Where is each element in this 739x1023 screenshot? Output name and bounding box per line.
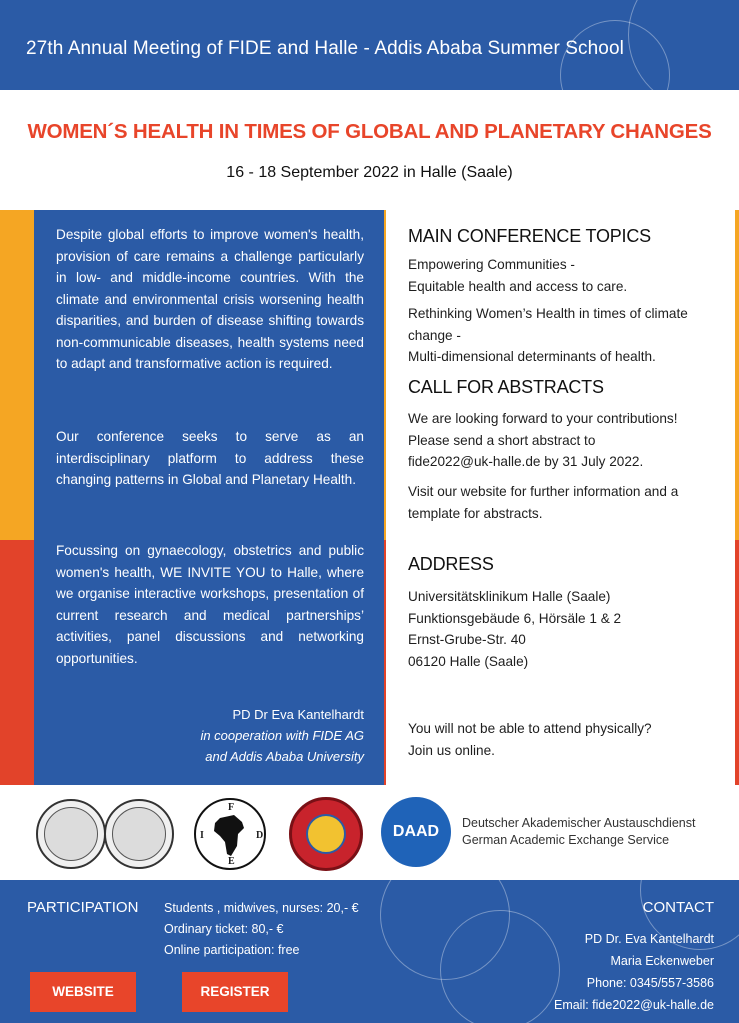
price-item: Ordinary ticket: 80,- €	[164, 922, 284, 936]
abstracts-line: We are looking forward to your contributions!	[408, 411, 678, 426]
divider-gold	[384, 210, 386, 540]
online-note	[408, 718, 728, 761]
edge-gold	[735, 210, 739, 540]
online-question: You will not be able to attend physically?	[408, 721, 652, 736]
header-band	[0, 0, 739, 90]
signature-university: and Addis Ababa University	[205, 749, 364, 764]
contact-heading: CONTACT	[642, 899, 714, 916]
fide-logo	[194, 798, 266, 870]
seal-inner	[44, 807, 98, 861]
website-note: Visit our website for further information and a template for abstracts.	[408, 484, 679, 521]
price-item: Online participation: free	[164, 943, 300, 957]
signature-cooperation: in cooperation with FIDE AG	[200, 728, 364, 743]
topics-heading: MAIN CONFERENCE TOPICS	[408, 226, 651, 246]
accent-stripe-red	[0, 540, 34, 785]
topic-title: Empowering Communities -	[408, 257, 575, 272]
partner-logos	[0, 785, 739, 880]
fide-letter-f: F	[228, 802, 235, 813]
decorative-circle	[440, 910, 560, 1023]
invitation-paragraph: Focussing on gynaecology, obstetrics and public women's health, WE INVITE YOU to Halle, where we organise interactive workshops, presentation of current research and medical partnerships’ activities, panel discussions and networking opportunities.	[56, 543, 364, 666]
address-heading: ADDRESS	[408, 554, 494, 574]
signature-name: PD Dr Eva Kantelhardt	[232, 707, 364, 722]
daad-logo: DAAD	[381, 797, 451, 867]
fide-letter-e: E	[228, 856, 235, 867]
divider-red	[384, 540, 386, 785]
fide-letter-i: I	[200, 830, 204, 841]
conference-title: WOMEN´S HEALTH IN TIMES OF GLOBAL AND PLANETARY CHANGES	[27, 120, 712, 143]
topic-subtitle: Equitable health and access to care.	[408, 278, 628, 294]
website-button[interactable]: WEBSITE	[30, 972, 136, 1012]
contact-person: Maria Eckenweber	[610, 954, 714, 968]
price-item: Students , midwives, nurses: 20,- €	[164, 901, 359, 915]
daad-name-german: Deutscher Akademischer Austauschdienst	[462, 816, 696, 830]
abstracts-call	[408, 408, 728, 473]
fide-letter-d: D	[256, 830, 264, 841]
register-button[interactable]: REGISTER	[182, 972, 288, 1012]
seal-inner	[112, 807, 166, 861]
contact-email: Email: fide2022@uk-halle.de	[553, 998, 714, 1012]
intro-panel	[34, 210, 384, 785]
conference-date: 16 - 18 September 2022 in Halle (Saale)	[226, 164, 513, 181]
address-line: Ernst-Grube-Str. 40	[408, 632, 526, 647]
address-line: 06120 Halle (Saale)	[408, 653, 529, 669]
participation-heading: PARTICIPATION	[27, 899, 139, 916]
topic-item	[408, 254, 728, 297]
daad-name	[462, 815, 695, 849]
addis-ababa-university-logo	[289, 797, 363, 871]
contact-phone: Phone: 0345/557-3586	[586, 976, 714, 990]
abstracts-line: Please send a short abstract to	[408, 432, 596, 448]
topic-subtitle: Multi-dimensional determinants of health.	[408, 349, 656, 364]
footer-band	[0, 880, 739, 1023]
address-line: Funktionsgebäude 6, Hörsäle 1 & 2	[408, 610, 622, 626]
online-answer: Join us online.	[408, 742, 495, 758]
signature-block	[200, 704, 364, 767]
intro-paragraph: Despite global efforts to improve women's health, provision of care remains a challenge particularly in low- and middle-income countries. With the climate and environmental crisis worsening health disparities, and burden of disease shifting towards non-communicable diseases, health systems need to adapt and transformative action is required.	[56, 227, 364, 371]
address-block	[408, 586, 728, 672]
accent-stripe-gold	[0, 210, 34, 540]
abstracts-email-deadline: fide2022@uk-halle.de by 31 July 2022.	[408, 454, 644, 469]
university-seal-logo	[36, 799, 106, 869]
aau-emblem	[306, 814, 346, 854]
abstracts-heading: CALL FOR ABSTRACTS	[408, 377, 604, 397]
topic-title: Rethinking Women’s Health in times of climate change -	[408, 306, 688, 343]
intro-paragraph: Our conference seeks to serve as an interdisciplinary platform to address these changing patterns in Global and Planetary Health.	[56, 429, 364, 487]
price-list	[164, 898, 359, 961]
edge-red	[735, 540, 739, 785]
event-series-title: 27th Annual Meeting of FIDE and Halle - Addis Ababa Summer School	[26, 38, 624, 59]
daad-name-english: German Academic Exchange Service	[462, 833, 670, 847]
title-zone	[0, 90, 739, 210]
university-seal-logo	[104, 799, 174, 869]
topic-item	[408, 303, 728, 368]
contact-details	[554, 928, 714, 1016]
contact-person: PD Dr. Eva Kantelhardt	[584, 932, 714, 946]
address-line: Universitätsklinikum Halle (Saale)	[408, 589, 611, 604]
